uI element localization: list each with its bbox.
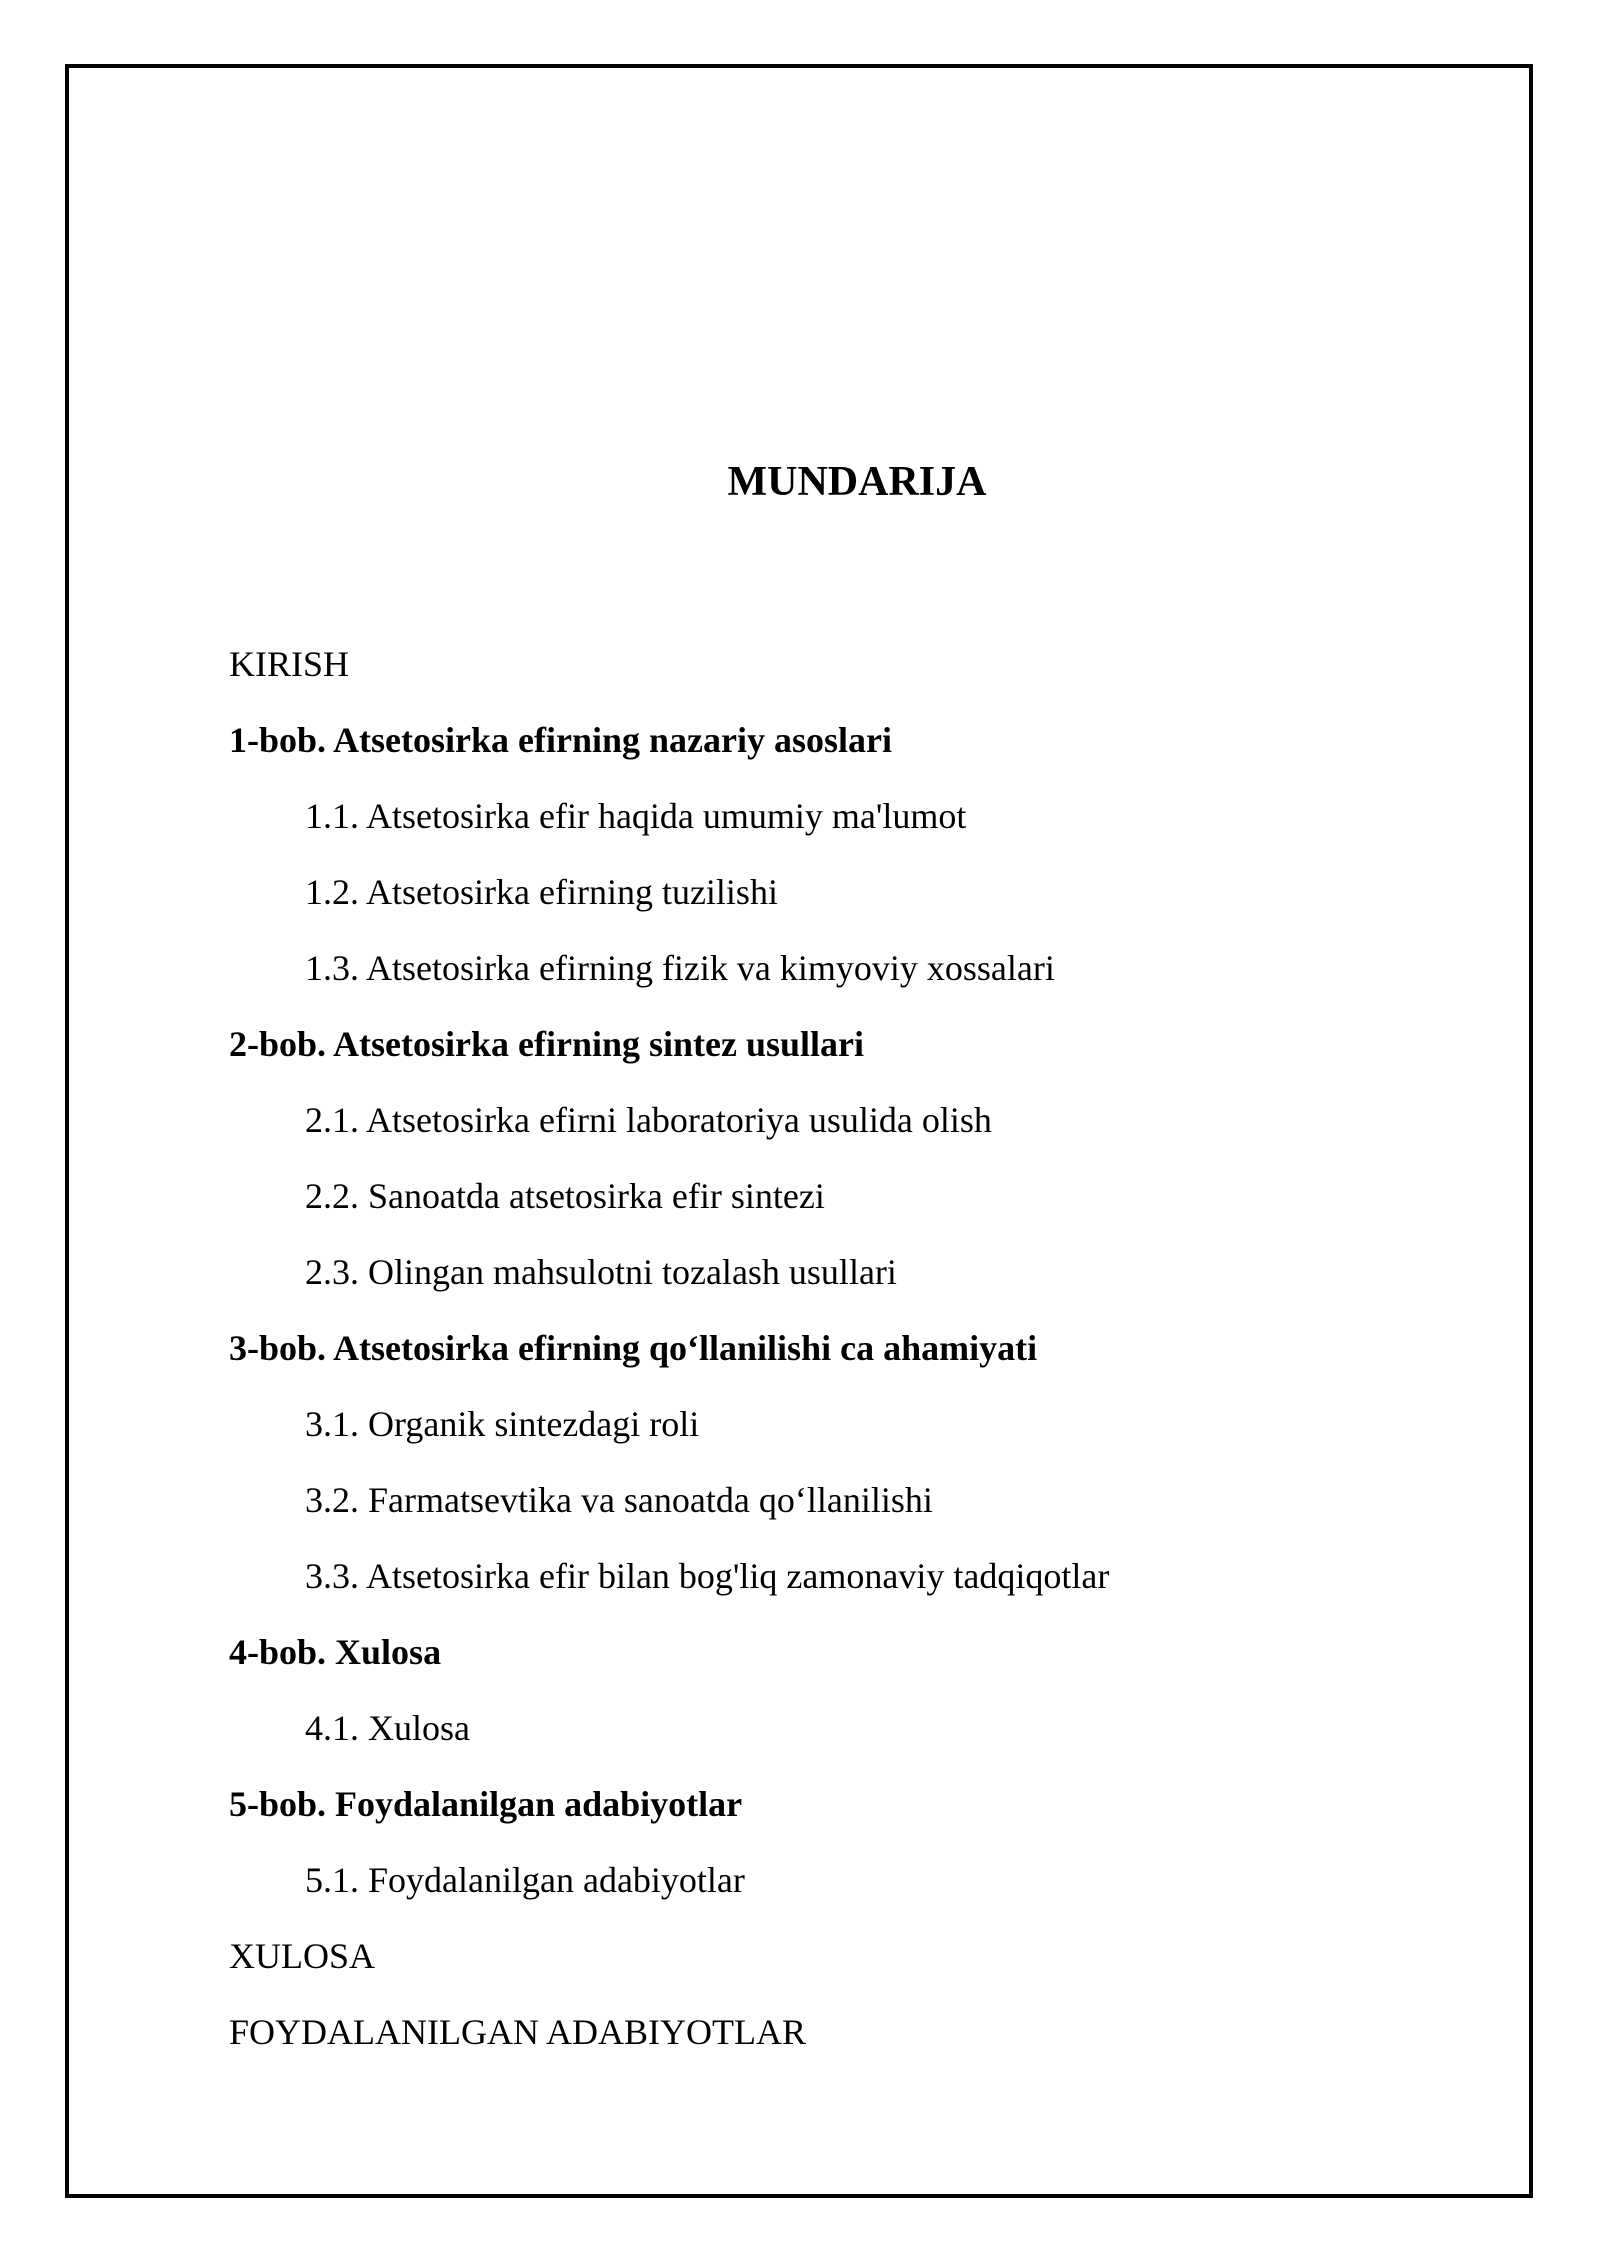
toc-chapter: 2-bob. Atsetosirka efirning sintez usullari [229, 1024, 865, 1064]
toc-sub: 1.1. Atsetosirka efir haqida umumiy ma'lumot [305, 796, 967, 836]
toc-sub: 1.2. Atsetosirka efirning tuzilishi [305, 872, 778, 912]
toc-chapter: 1-bob. Atsetosirka efirning nazariy asoslari [229, 720, 892, 760]
toc-sub: 3.2. Farmatsevtika va sanoatda qo‘llanilishi [305, 1480, 933, 1520]
toc-section: FOYDALANILGAN ADABIYOTLAR [229, 2012, 806, 2052]
toc-sub: 2.1. Atsetosirka efirni laboratoriya usulida olish [305, 1100, 992, 1140]
toc-section: KIRISH [229, 644, 350, 684]
toc-sub: 1.3. Atsetosirka efirning fizik va kimyoviy xossalari [305, 948, 1055, 988]
toc-sub: 3.3. Atsetosirka efir bilan bog'liq zamonaviy tadqiqotlar [305, 1556, 1110, 1596]
toc-sub: 2.3. Olingan mahsulotni tozalash usullari [305, 1252, 897, 1292]
toc-sub: 5.1. Foydalanilgan adabiyotlar [305, 1860, 745, 1900]
table-of-contents [229, 634, 1109, 2078]
toc-sub: 2.2. Sanoatda atsetosirka efir sintezi [305, 1176, 825, 1216]
toc-chapter: 5-bob. Foydalanilgan adabiyotlar [229, 1784, 743, 1824]
toc-sub: 4.1. Xulosa [305, 1708, 470, 1748]
toc-sub: 3.1. Organik sintezdagi roli [305, 1404, 700, 1444]
page-title: MUNDARIJA [727, 459, 987, 505]
toc-chapter: 4-bob. Xulosa [229, 1632, 442, 1672]
toc-chapter: 3-bob. Atsetosirka efirning qo‘llanilishi ca ahamiyati [229, 1328, 1038, 1368]
toc-section: XULOSA [229, 1936, 376, 1976]
